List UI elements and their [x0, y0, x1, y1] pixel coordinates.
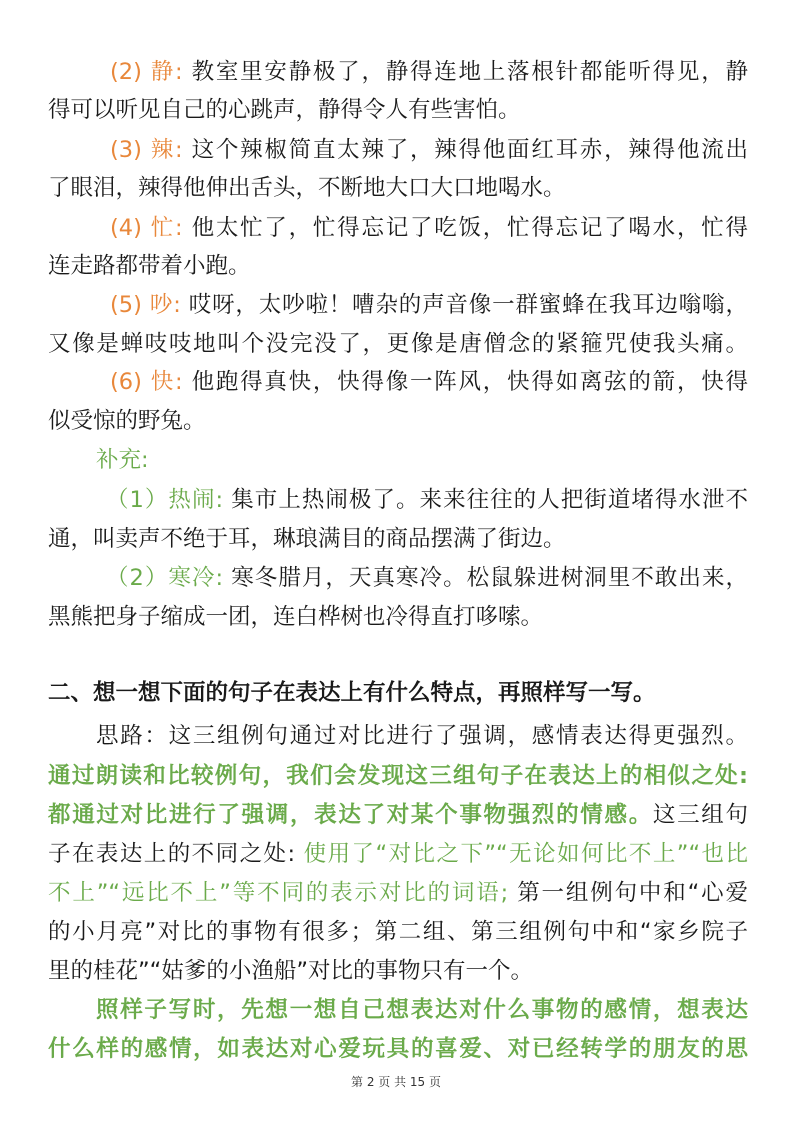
text-line	[48, 251, 748, 281]
text-line	[48, 406, 748, 436]
text-line	[48, 524, 748, 554]
text-segment: 哎呀，太吵啦！嘈杂的声音像一群蜜蜂在我耳边嗡嗡，	[188, 292, 748, 318]
text-segment: 二、想一想下面的句子在表达上有什么特点，再照样写一写。	[48, 680, 656, 706]
text-line	[96, 995, 748, 1025]
text-line	[96, 445, 748, 475]
text-line	[106, 485, 748, 515]
highlighted-text: 不上”“远比不上”等不同的表示对比的词语;	[48, 880, 509, 906]
text-segment: 第一组例句中和“心爱	[508, 880, 748, 906]
text-line	[48, 1034, 748, 1064]
text-line	[110, 213, 748, 243]
text-segment: 黑熊把身子缩成一团，连白桦树也冷得直打哆嗦。	[48, 604, 544, 630]
highlighted-text: 使用了“对比之下”“无论如何比不上”“也比	[303, 841, 748, 867]
text-line	[110, 57, 748, 87]
highlighted-text: (2) 静:	[110, 59, 192, 85]
text-line	[48, 956, 748, 986]
highlighted-text: 补充:	[96, 447, 149, 473]
text-line	[48, 800, 748, 830]
text-line	[110, 135, 748, 165]
text-segment: 得可以听见自己的心跳声，静得令人有些害怕。	[48, 97, 521, 123]
highlighted-text: 什么样的感情，如表达对心爱玩具的喜爱、对已经转学的朋友的思	[48, 1036, 748, 1062]
text-line	[48, 602, 748, 632]
text-segment: 教室里安静极了，静得连地上落根针都能听得见，静	[191, 59, 748, 85]
text-segment: 的小月亮”对比的事物有很多；第二组、第三组例句中和“家乡院子	[48, 919, 748, 945]
text-line	[48, 95, 748, 125]
text-segment: 又像是蝉吱吱地叫个没完没了，更像是唐僧念的紧箍咒使我头痛。	[48, 331, 748, 357]
section-heading	[48, 678, 748, 708]
highlighted-text: (6) 快:	[110, 369, 192, 395]
highlighted-text: 都通过对比进行了强调，表达了对某个事物强烈的情感。	[48, 802, 653, 828]
highlighted-text: (5) 吵:	[110, 292, 189, 318]
page-footer: 第 2 页 共 15 页	[351, 1075, 441, 1089]
text-line	[48, 839, 748, 869]
text-segment: 寒冬腊月，天真寒冷。松鼠躲进树洞里不敢出来，	[231, 565, 748, 591]
highlighted-text: 照样子写时，先想一想自己想表达对什么事物的感情，想表达	[96, 997, 748, 1023]
text-segment: 集市上热闹极了。来来往往的人把街道堵得水泄不	[231, 487, 748, 513]
highlighted-text: （2）寒冷:	[106, 565, 232, 591]
highlighted-text: (4) 忙:	[110, 215, 192, 241]
highlighted-text: (3) 辣:	[110, 137, 192, 163]
text-segment: 他跑得真快，快得像一阵风，快得如离弦的箭，快得	[191, 369, 748, 395]
text-line	[48, 878, 748, 908]
text-segment: 子在表达上的不同之处:	[48, 841, 304, 867]
text-line	[96, 721, 748, 751]
text-segment: 思路：这三组例句通过对比进行了强调，感情表达得更强烈。	[96, 723, 748, 749]
highlighted-text: （1）热闹:	[106, 487, 232, 513]
text-segment: 这三组句	[652, 802, 748, 828]
text-segment: 连走路都带着小跑。	[48, 253, 251, 279]
text-segment: 似受惊的野兔。	[48, 408, 206, 434]
text-segment: 他太忙了，忙得忘记了吃饭，忙得忘记了喝水，忙得	[191, 215, 748, 241]
text-line	[110, 367, 748, 397]
text-segment: 通，叫卖声不绝于耳，琳琅满目的商品摆满了街边。	[48, 526, 566, 552]
text-segment: 这个辣椒简直太辣了，辣得他面红耳赤，辣得他流出	[191, 137, 748, 163]
text-line	[48, 329, 748, 359]
highlighted-text: 通过朗读和比较例句，我们会发现这三组句子在表达上的相似之处:	[48, 763, 748, 789]
text-line	[106, 563, 748, 593]
text-line	[48, 761, 748, 791]
text-line	[110, 290, 748, 320]
text-segment: 了眼泪，辣得他伸出舌头，不断地大口大口地喝水。	[48, 175, 566, 201]
text-segment: 里的桂花”“姑爹的小渔船”对比的事物只有一个。	[48, 958, 533, 984]
text-line	[48, 173, 748, 203]
text-line	[48, 917, 748, 947]
